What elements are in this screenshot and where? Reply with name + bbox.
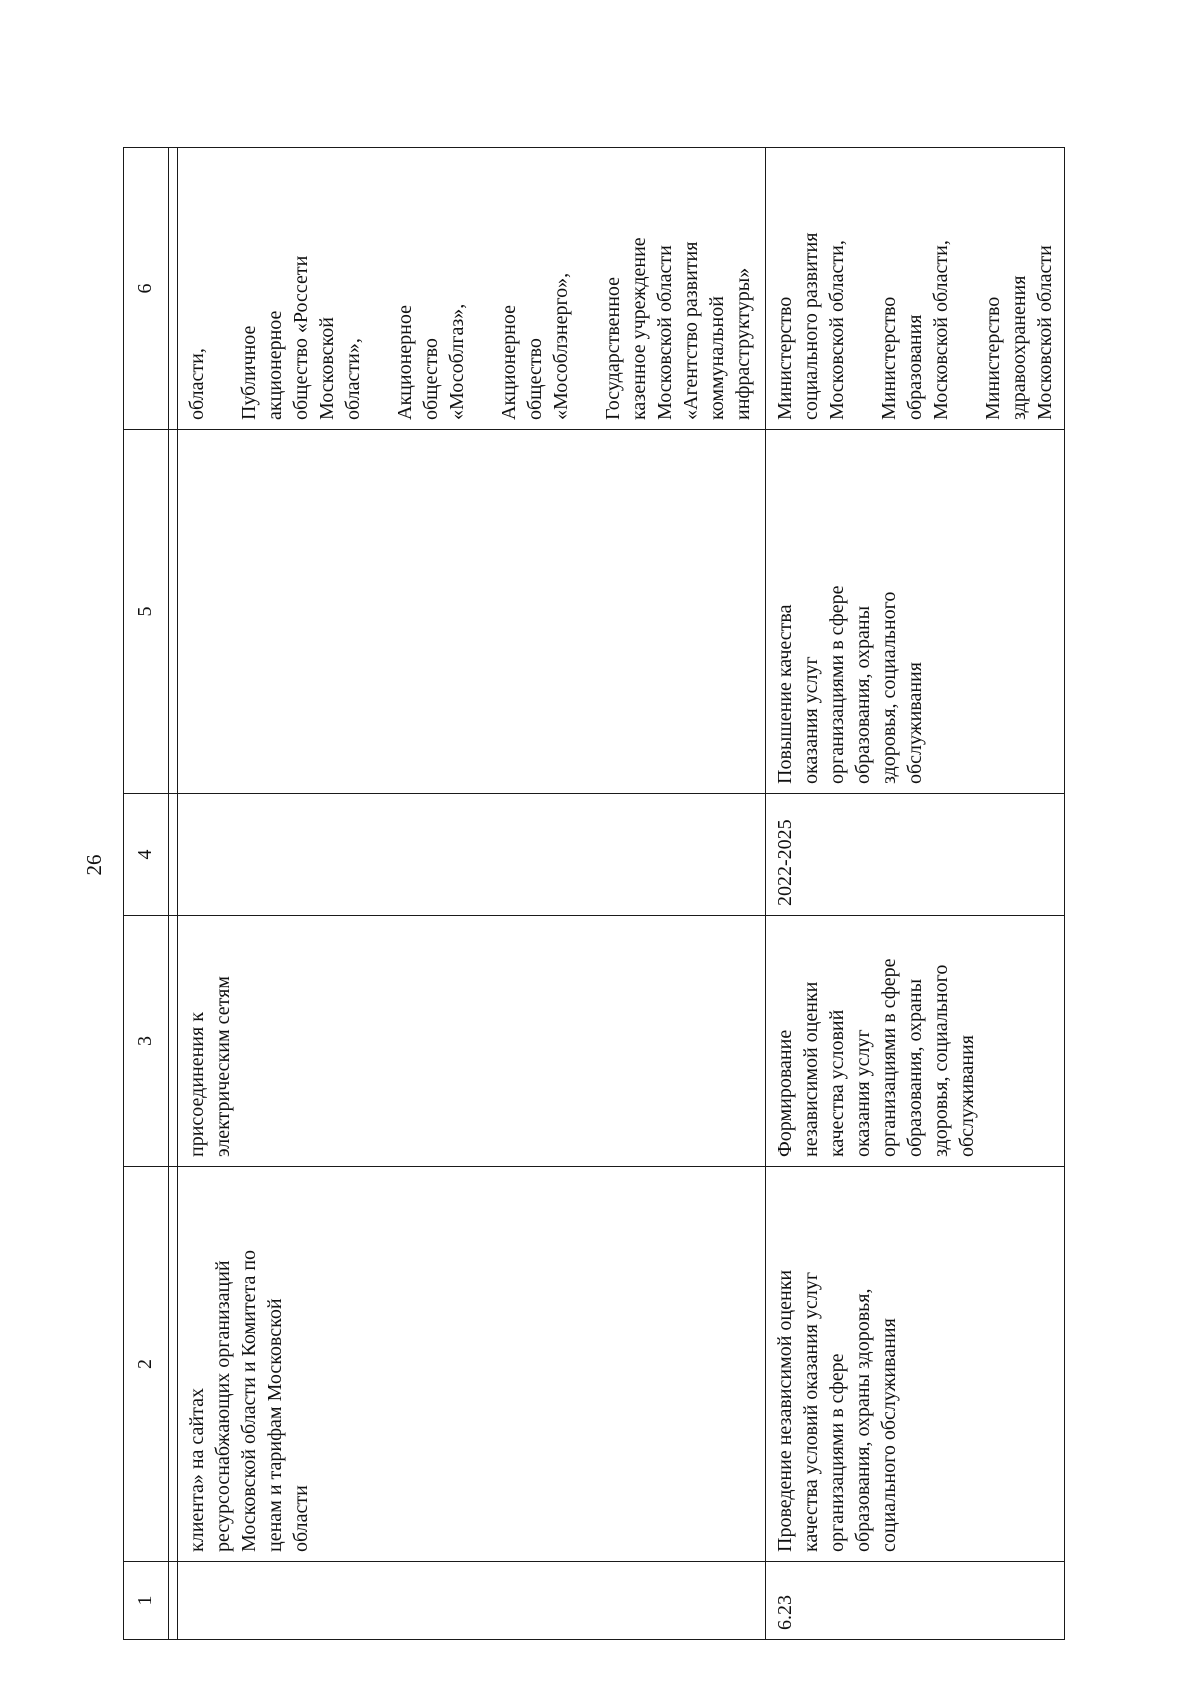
- deadline-cell: 2022-2025: [766, 794, 1065, 916]
- header-cell-6: 6: [124, 148, 169, 430]
- responsible-cell: Министерство социального развития Московской области, Министерство образования Московской области, Министерство здравоохранения Московской области: [766, 148, 1065, 430]
- header-cell-2: 2: [124, 1167, 169, 1562]
- responsible-cell: области, Публичное акционерное общество «Россети Московской области», Акционерное общество «Мособлгаз», Акционерное общество «Мособлэнерго», Государственное казенное учреждение Московской области «Агентство развития коммунальной инфраструктуры»: [178, 148, 766, 430]
- deadline-cell: [178, 794, 766, 916]
- table-row-continuation: [178, 148, 766, 1640]
- table-row-6-23: [766, 148, 1065, 1640]
- row-number-cell: 6.23: [766, 1562, 1065, 1640]
- result-cell: Повышение качества оказания услуг организациями в сфере образования, охраны здоровья, социального обслуживания: [766, 430, 1065, 794]
- header-cell-1: 1: [124, 1562, 169, 1640]
- header-separator-row: [169, 148, 178, 1640]
- event-name-cell: клиента» на сайтах ресурсоснабжающих организаций Московской области и Комитета по ценам и тарифам Московской области: [178, 1167, 766, 1562]
- table-header-row: [124, 148, 169, 1640]
- header-cell-5: 5: [124, 430, 169, 794]
- implementation-cell: Формирование независимой оценки качества условий оказания услуг организациями в сфере образования, охраны здоровья, социального обслуживания: [766, 916, 1065, 1167]
- table-frame: [123, 148, 1121, 1640]
- event-name-cell: Проведение независимой оценки качества условий оказания услуг организациями в сфере образования, охраны здоровья, социального обслуживания: [766, 1167, 1065, 1562]
- header-cell-3: 3: [124, 916, 169, 1167]
- document-table: [123, 147, 1065, 1640]
- result-cell: [178, 430, 766, 794]
- implementation-cell: присоединения к электрическим сетям: [178, 916, 766, 1167]
- header-cell-4: 4: [124, 794, 169, 916]
- page-number: 26: [82, 854, 106, 876]
- row-number-cell: [178, 1562, 766, 1640]
